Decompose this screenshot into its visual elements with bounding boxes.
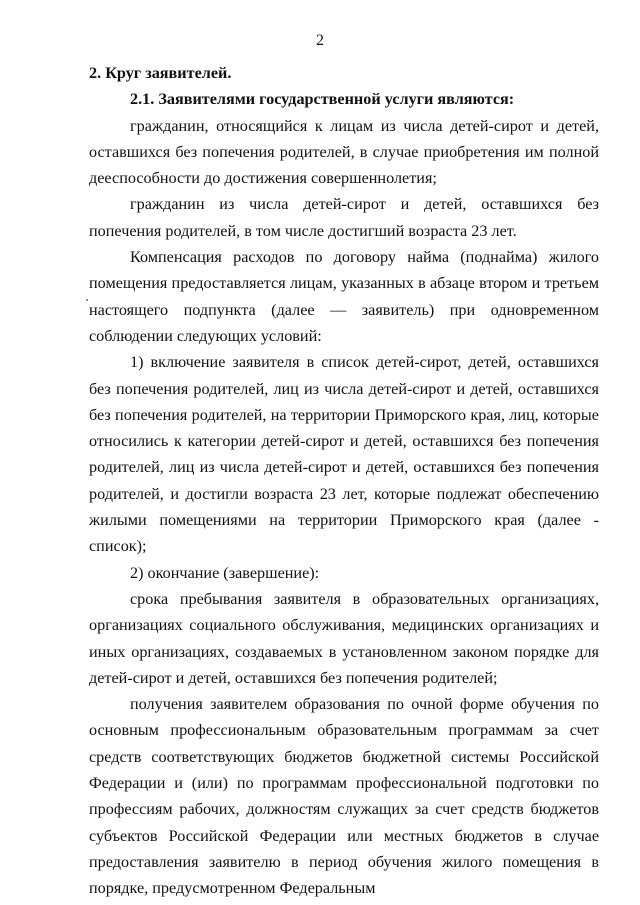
document-body [89,60,599,902]
paragraph-6: срока пребывания заявителя в образовательных организациях, организациях социального обслуживания, медицинских организациях и иных организациях, создаваемых в установленном законом порядке для детей-сирот и детей, оставшихся без попечения родителей; [89,589,599,687]
page-number: 2 [316,32,324,49]
paragraph-3: Компенсация расходов по договору найма (поднайма) жилого помещения предоставляется лицам, указанных в абзаце втором и третьем настоящего подпункта (далее — заявитель) при одновременном соблюдении следующих условий: [89,248,599,345]
paragraph-2: гражданин из числа детей-сирот и детей, оставшихся без попечения родителей, в том числе достигший возраста 23 лет. [89,195,599,240]
paragraph-7: получения заявителем образования по очной форме обучения по основным профессиональным образовательным программам за счет средств соответствующих бюджетов бюджетной системы Российской Федерации и (или) по программам профессиональной подготовки по профессиям рабочих, должностям служащих за счет средств бюджетов субъектов Российской Федерации или местных бюджетов в случае предоставления заявителю в период обучения жилого помещения в порядке, предусмотренном Федеральным [89,695,599,898]
subsection-title: . Заявителями государственной услуги являются: [150,90,515,109]
paragraph-4: 1) включение заявителя в список детей-сирот, детей, оставшихся без попечения родителей, лиц из числа детей-сирот и детей, оставшихся без попечения родителей, на территории Приморского края, лиц, которые относились к категории детей-сирот и детей, оставшихся без попечения родителей, лиц из числа детей-сирот и детей, оставшихся без попечения родителей, и достигли возраста 23 лет, которые подлежат обеспечению жилыми помещениями на территории Приморского края (далее - список); [89,353,599,556]
margin-mark [86,299,88,301]
subsection-heading [89,86,599,112]
subsection-number: 2.1 [130,90,151,109]
paragraph-5: 2) окончание (завершение): [130,563,320,582]
paragraph-1: гражданин, относящийся к лицам из числа детей-сирот и детей, оставшихся без попечения родителей, в случае приобретения им полной дееспособности до достижения совершеннолетия; [89,116,599,188]
section-heading: 2. Круг заявителей. [89,64,232,82]
